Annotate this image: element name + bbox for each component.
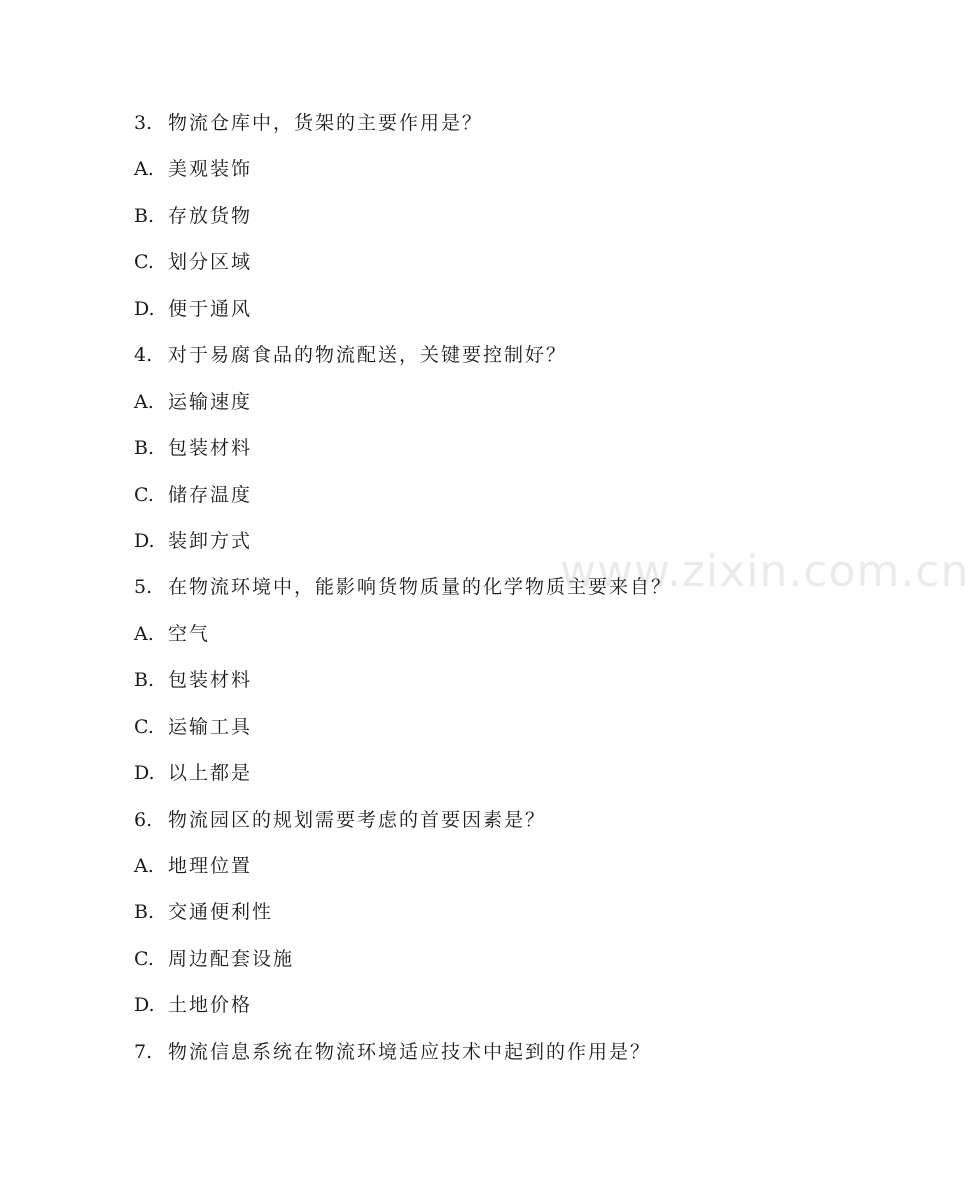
option-4a [134, 386, 854, 432]
option-3d [134, 293, 854, 339]
option-3b [134, 200, 854, 246]
question-3 [134, 107, 854, 153]
option-letter: B. [134, 204, 155, 227]
option-text: 交通便利性 [168, 901, 274, 924]
option-text: 储存温度 [168, 483, 253, 506]
question-4 [134, 339, 854, 385]
option-text: 存放货物 [168, 204, 253, 227]
option-text: 划分区域 [168, 251, 253, 274]
question-5 [134, 571, 854, 617]
option-4d [134, 525, 854, 571]
option-letter: B. [134, 437, 155, 460]
option-text: 土地价格 [168, 994, 253, 1017]
question-number: 4. [134, 344, 153, 367]
question-text: 在物流环境中，能影响货物质量的化学物质主要来自？ [168, 576, 673, 599]
question-list [134, 107, 854, 1082]
option-5d [134, 757, 854, 803]
option-letter: A. [134, 158, 154, 181]
option-letter: A. [134, 622, 154, 645]
option-letter: C. [134, 947, 154, 970]
option-text: 周边配套设施 [168, 947, 295, 970]
option-letter: A. [134, 390, 154, 413]
option-3c [134, 246, 854, 292]
option-5b [134, 664, 854, 710]
option-letter: B. [134, 901, 155, 924]
question-7 [134, 1036, 854, 1082]
option-5c [134, 711, 854, 757]
option-6c [134, 943, 854, 989]
option-text: 运输工具 [168, 715, 253, 738]
option-letter: C. [134, 483, 154, 506]
question-number: 7. [134, 1040, 153, 1063]
option-text: 美观装饰 [168, 158, 253, 181]
option-text: 空气 [168, 622, 211, 645]
option-letter: C. [134, 715, 154, 738]
question-number: 3. [134, 112, 153, 134]
question-text: 物流信息系统在物流环境适应技术中起到的作用是？ [168, 1040, 652, 1063]
option-letter: B. [134, 669, 155, 692]
option-4c [134, 479, 854, 525]
option-text: 地理位置 [168, 855, 253, 877]
option-letter: A. [134, 855, 154, 877]
option-3a [134, 153, 854, 199]
question-text: 对于易腐食品的物流配送，关键要控制好？ [168, 344, 568, 367]
option-text: 运输速度 [168, 390, 253, 413]
option-text: 以上都是 [168, 762, 253, 785]
question-number: 6. [134, 808, 153, 831]
watermark: www.zixin.com.cn [560, 546, 969, 597]
option-5a [134, 618, 854, 664]
option-text: 包装材料 [168, 669, 253, 692]
question-number: 5. [134, 576, 153, 599]
option-text: 便于通风 [168, 297, 253, 320]
question-text: 物流仓库中，货架的主要作用是？ [168, 112, 484, 134]
option-letter: D. [134, 762, 155, 785]
option-6a [134, 850, 854, 896]
option-4b [134, 432, 854, 478]
option-letter: C. [134, 251, 154, 274]
option-text: 装卸方式 [168, 529, 253, 552]
option-letter: D. [134, 529, 155, 552]
question-6 [134, 804, 854, 850]
option-6d [134, 989, 854, 1035]
option-letter: D. [134, 994, 155, 1017]
question-text: 物流园区的规划需要考虑的首要因素是？ [168, 808, 547, 831]
option-letter: D. [134, 297, 155, 320]
option-6b [134, 896, 854, 942]
option-text: 包装材料 [168, 437, 253, 460]
